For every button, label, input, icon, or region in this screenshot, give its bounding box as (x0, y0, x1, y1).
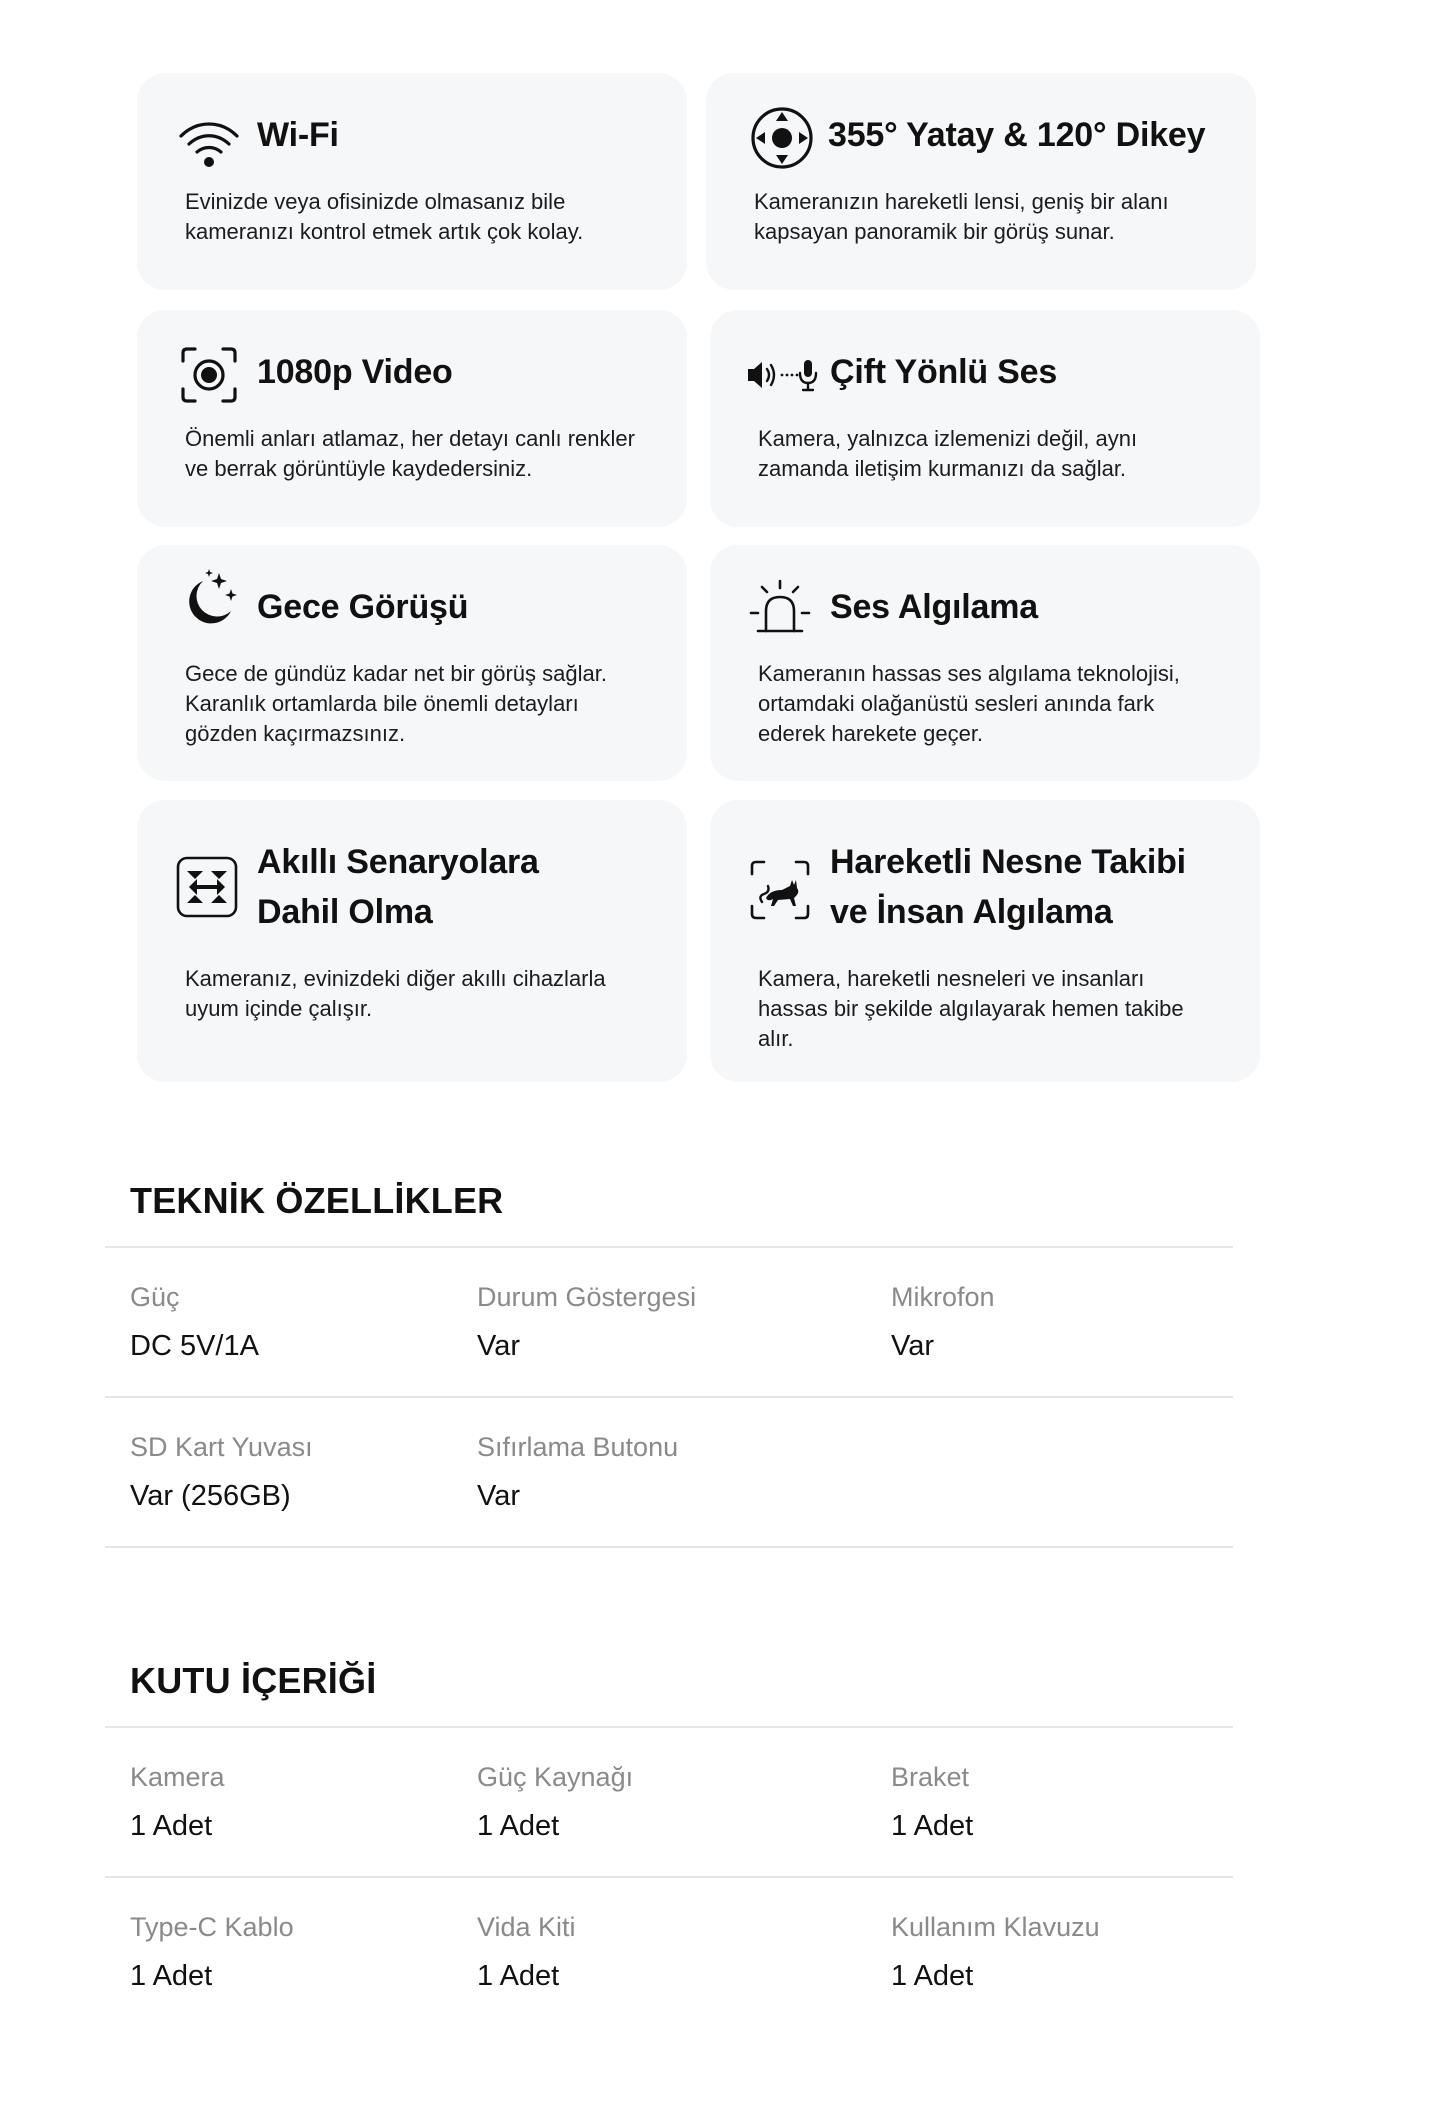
box-item-user-manual (891, 1910, 1100, 1994)
feature-description: Gece de gündüz kadar net bir görüş sağlar. Karanlık ortamlarda bile önemli detayları gözden kaçırmazsınız. (185, 661, 607, 746)
box-item-camera (130, 1760, 225, 1844)
smart-scenario-icon (175, 855, 239, 919)
feature-card-wifi (137, 73, 687, 290)
box-item-value: 1 Adet (891, 1960, 974, 1992)
wifi-icon (177, 110, 241, 174)
feature-title: Hareketli Nesne Takibi ve İnsan Algılama (830, 843, 1186, 931)
night-vision-moon-icon (177, 567, 241, 631)
spec-item-microphone (891, 1280, 995, 1364)
box-item-value: 1 Adet (891, 1810, 974, 1842)
feature-card-motion-tracking (710, 800, 1260, 1082)
divider (105, 1726, 1233, 1728)
feature-description: Evinizde veya ofisinizde olmasanız bile kameranızı kontrol etmek artık çok kolay. (185, 189, 584, 244)
box-item-label: Type-C Kablo (130, 1912, 294, 1942)
box-item-power-supply (477, 1760, 633, 1844)
feature-card-two-way-audio (710, 310, 1260, 527)
feature-card-sound-detection (710, 545, 1260, 781)
spec-item-status-indicator (477, 1280, 696, 1364)
spec-label: SD Kart Yuvası (130, 1432, 313, 1462)
box-item-bracket (891, 1760, 973, 1844)
spec-value: DC 5V/1A (130, 1330, 259, 1362)
box-item-value: 1 Adet (130, 1810, 213, 1842)
feature-title: 1080p Video (257, 353, 453, 391)
box-item-label: Kullanım Klavuzu (891, 1912, 1100, 1942)
feature-description: Kamera, hareketli nesneleri ve insanları hassas bir şekilde algılayarak hemen takibe alır. (758, 966, 1184, 1051)
spec-label: Durum Göstergesi (477, 1282, 697, 1312)
feature-title: 355° Yatay & 120° Dikey (828, 116, 1206, 154)
feature-description: Önemli anları atlamaz, her detayı canlı renkler ve berrak görüntüyle kaydedersiniz. (185, 426, 635, 481)
feature-description: Kamera, yalnızca izlemenizi değil, aynı zamanda iletişim kurmanızı da sağlar. (758, 426, 1138, 481)
spec-item-reset-button (477, 1430, 678, 1514)
feature-title: Çift Yönlü Ses (830, 353, 1058, 391)
box-item-type-c-cable (130, 1910, 294, 1994)
box-contents-title: KUTU İÇERİĞİ (130, 1660, 377, 1701)
feature-title: Ses Algılama (830, 588, 1038, 626)
pan-tilt-icon (750, 106, 814, 170)
alarm-siren-icon (748, 575, 812, 639)
feature-title: Gece Görüşü (257, 588, 469, 626)
spec-label: Sıfırlama Butonu (477, 1432, 679, 1462)
divider (105, 1396, 1233, 1398)
feature-card-pan-tilt (706, 73, 1256, 290)
spec-label: Güç (130, 1282, 180, 1312)
box-item-label: Braket (891, 1762, 970, 1792)
box-item-value: 1 Adet (477, 1810, 560, 1842)
feature-title: Akıllı Senaryolara Dahil Olma (257, 843, 539, 931)
feature-card-smart-scenarios (137, 800, 687, 1082)
divider (105, 1246, 1233, 1248)
spec-value: Var (256GB) (130, 1480, 291, 1512)
feature-description: Kameranız, evinizdeki diğer akıllı cihazlarla uyum içinde çalışır. (185, 966, 606, 1021)
technical-specs-title: TEKNİK ÖZELLİKLER (130, 1180, 504, 1221)
box-item-screw-kit (477, 1910, 576, 1994)
feature-card-night-vision (137, 545, 687, 781)
spec-item-sd-card-slot (130, 1430, 313, 1514)
box-item-label: Kamera (130, 1762, 225, 1792)
two-way-audio-icon (744, 343, 824, 407)
box-item-label: Vida Kiti (477, 1912, 576, 1942)
box-item-label: Güç Kaynağı (477, 1762, 634, 1792)
spec-label: Mikrofon (891, 1282, 995, 1312)
box-item-value: 1 Adet (477, 1960, 560, 1992)
divider (105, 1546, 1233, 1548)
feature-description: Kameranızın hareketli lensi, geniş bir alanı kapsayan panoramik bir görüş sunar. (754, 189, 1169, 244)
spec-item-power (130, 1280, 259, 1364)
motion-tracking-cat-icon (748, 858, 812, 922)
box-item-value: 1 Adet (130, 1960, 213, 1992)
feature-title: Wi-Fi (257, 116, 339, 154)
feature-card-1080p-video (137, 310, 687, 527)
record-video-icon (177, 343, 241, 407)
spec-value: Var (477, 1330, 520, 1362)
feature-description: Kameranın hassas ses algılama teknolojisi, ortamdaki olağanüstü sesleri anında fark ederek harekete geçer. (758, 661, 1180, 746)
spec-value: Var (891, 1330, 934, 1362)
spec-value: Var (477, 1480, 520, 1512)
divider (105, 1876, 1233, 1878)
